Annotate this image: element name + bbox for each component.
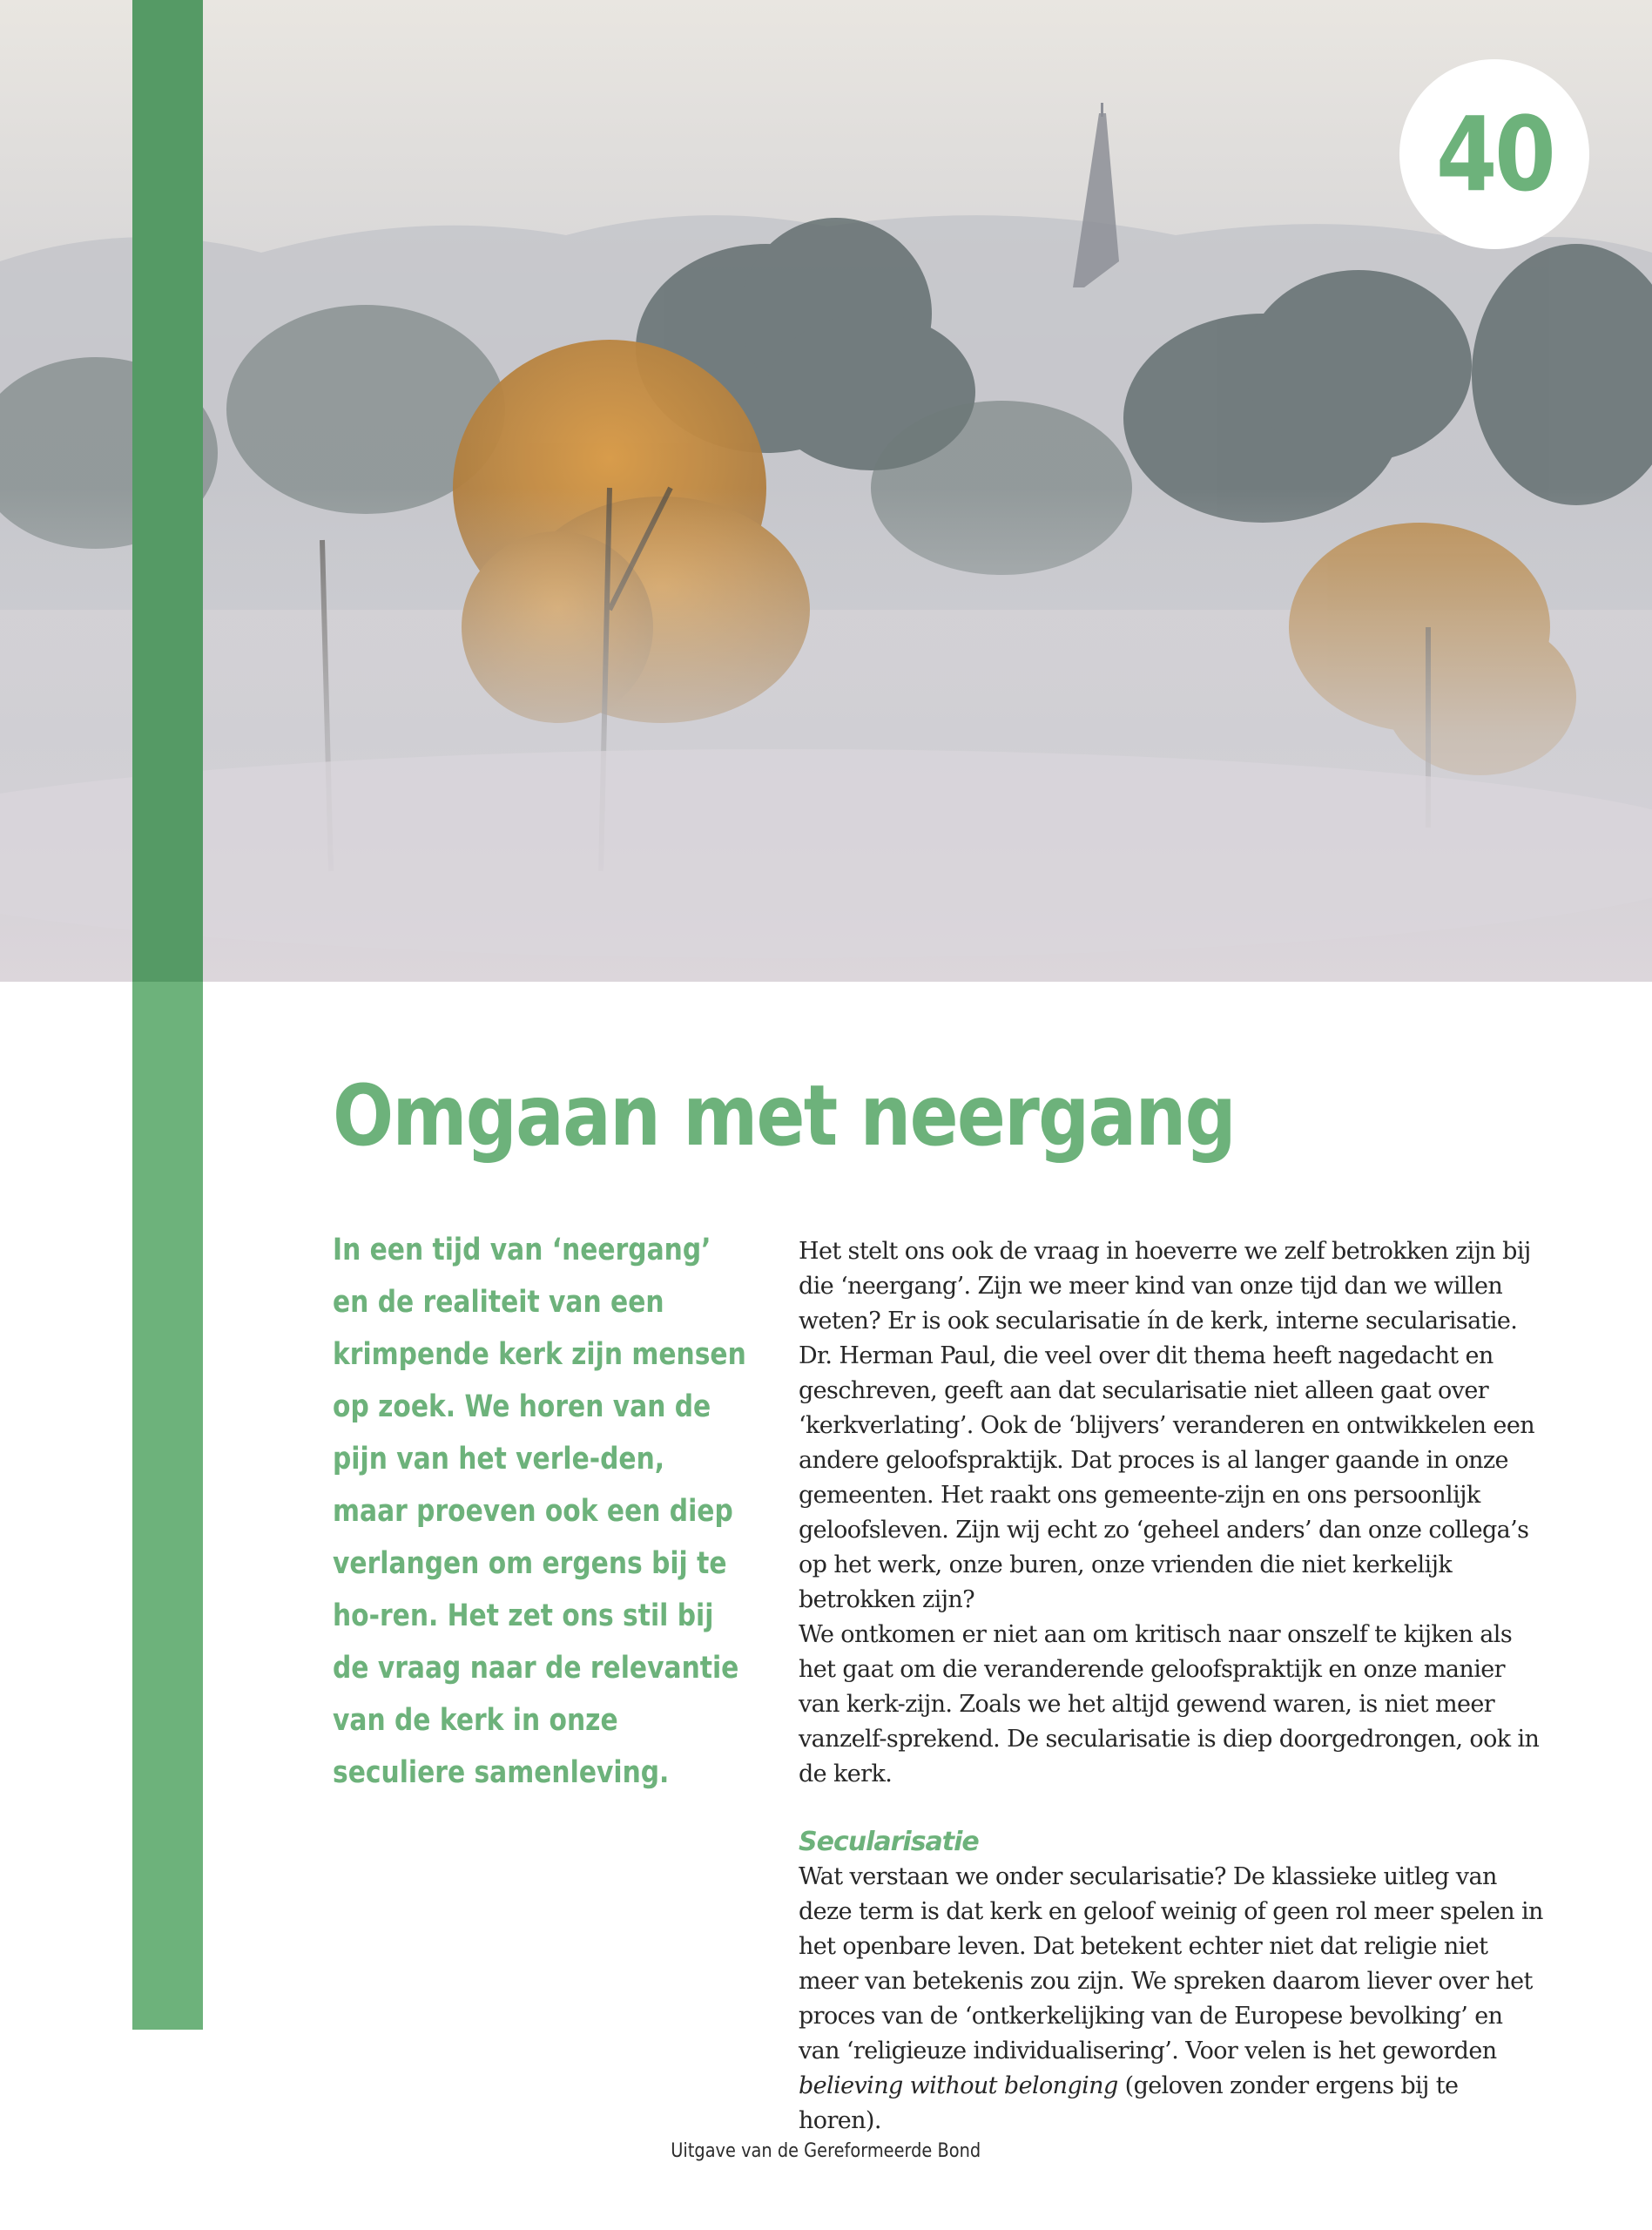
- body-italic-phrase: believing without belonging: [799, 2072, 1118, 2099]
- issue-number: 40: [1435, 94, 1554, 214]
- decorative-green-bar-shade: [132, 0, 203, 982]
- article-body: [799, 1234, 1547, 2139]
- section-subheading: Secularisatie: [799, 1827, 979, 1857]
- body-paragraph: We ontkomen er niet aan om kritisch naar onszelf te kijken als het gaat om die veranderende geloofspraktijk en onze manier van kerk-zijn. Zoals we het altijd gewend waren, is niet meer vanzelf-sprekend. De secularisatie is diep doorgedrongen, ook in de kerk.: [799, 1621, 1540, 1787]
- body-paragraph: Het stelt ons ook de vraag in hoeverre we zelf betrokken zijn bij die ‘neergang’. Zijn we meer kind van onze tijd dan we willen weten? Er is ook secularisatie ín de kerk, interne secularisatie. Dr. Herman Paul, die veel over dit thema heeft nagedacht en geschreven, geeft aan dat secularisatie niet alleen gaat over ‘kerkverlating’. Ook de ‘blijvers’ veranderen en ontwikkelen een andere geloofspraktijk. Dat proces is al langer gaande in onze gemeenten. Het raakt ons gemeente-zijn en ons persoonlijk geloofsleven. Zijn wij echt zo ‘geheel anders’ dan onze collega’s op het werk, onze buren, onze vrienden die niet kerkelijk betrokken zijn?: [799, 1238, 1534, 1613]
- article-title: Omgaan met neergang: [333, 1067, 1235, 1165]
- issue-badge: [1399, 59, 1589, 249]
- publisher-footer: [0, 2140, 1652, 2162]
- publisher-text: Uitgave van de Gereformeerde Bond: [671, 2140, 981, 2162]
- body-text: (geloven zonder ergens bij te horen).: [799, 2072, 1459, 2134]
- article-intro: In een tijd van ‘neergang’ en de realiteit van een krimpende kerk zijn mensen op zoek. We horen van de pijn van het verle-den, maar proeven ook een diep verlangen om ergens bij te ho-ren. Het zet ons stil bij de vraag naar de relevantie van de kerk in onze seculiere samenleving.: [333, 1233, 746, 1790]
- body-text: Wat verstaan we onder secularisatie? De klassieke uitleg van deze term is dat kerk en geloof weinig of geen rol meer spelen in het openbare leven. Dat betekent echter niet dat religie niet meer van betekenis zou zijn. We spreken daarom liever over het proces van de ‘ontkerkelijking van de Europese bevolking’ en van ‘religieuze individualisering’. Voor velen is het geworden: [799, 1863, 1543, 2064]
- body-paragraph: [799, 1860, 1547, 2139]
